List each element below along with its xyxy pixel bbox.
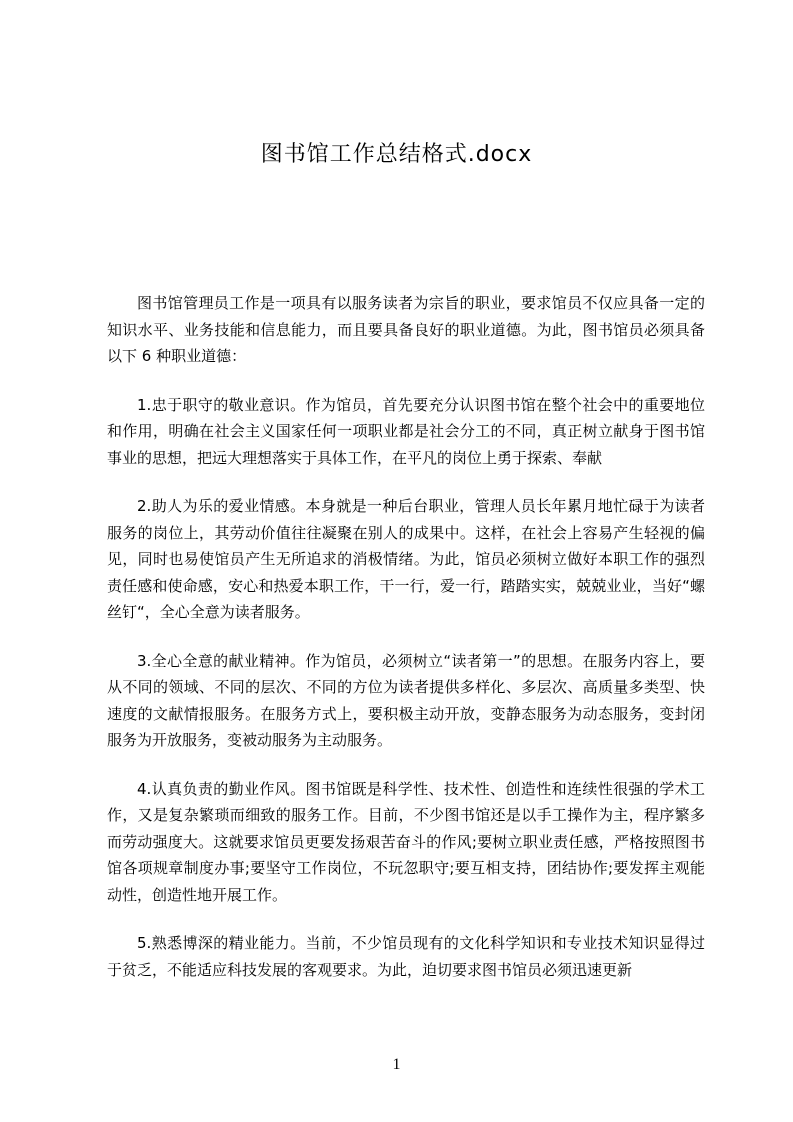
page-number: 1 (392, 1056, 401, 1073)
paragraph-intro: 图书馆管理员工作是一项具有以服务读者为宗旨的职业，要求馆员不仅应具备一定的知识水平、业务技能和信息能力，而且要具备良好的职业道德。为此，图书馆员必须具备以下 6 种职业道德： (107, 294, 705, 365)
paragraph-5: 5.熟悉博深的精业能力。当前，不少馆员现有的文化科学知识和专业技术知识显得过于贫乏，不能适应科技发展的客观要求。为此，迫切要求图书馆员必须迅速更新 (107, 934, 705, 979)
paragraph-1: 1.忠于职守的敬业意识。作为馆员，首先要充分认识图书馆在整个社会中的重要地位和作用，明确在社会主义国家任何一项职业都是社会分工的不同，真正树立献身于图书馆事业的思想，把远大理想落实于具体工作，在平凡的岗位上勇于探索、奉献 (107, 395, 705, 467)
document-title: 图书馆工作总结格式.docx (260, 142, 533, 167)
paragraph-2: 2.助人为乐的爱业情感。本身就是一种后台职业，管理人员长年累月地忙碌于为读者服务的岗位上，其劳动价值往往凝聚在别人的成果中。这样，在社会上容易产生轻视的偏见，同时也易使馆员产生无所追求的消极情绪。为此，馆员必须树立做好本职工作的强烈责任感和使命感，安心和热爱本职工作，干一行，爱一行，踏踏实实，兢兢业业，当好“螺丝钉“，全心全意为读者服务。 (107, 497, 705, 621)
paragraph-4: 4.认真负责的勤业作风。图书馆既是科学性、技术性、创造性和连续性很强的学术工作，又是复杂繁琐而细致的服务工作。目前，不少图书馆还是以手工操作为主，程序繁多而劳动强度大。这就要求馆员更要发扬艰苦奋斗的作风;要树立职业责任感，严格按照图书馆各项规章制度办事;要坚守工作岗位，不玩忽职守;要互相支持，团结协作;要发挥主观能动性，创造性地开展工作。 (107, 779, 705, 904)
document-body (107, 290, 705, 983)
paragraph-3: 3.全心全意的献业精神。作为馆员，必须树立“读者第一”的思想。在服务内容上，要从不同的领域、不同的层次、不同的方位为读者提供多样化、多层次、高质量多类型、快速度的文献情报服务。在服务方式上，要积极主动开放，变静态服务为动态服务，变封闭服务为开放服务，变被动服务为主动服务。 (107, 651, 705, 749)
